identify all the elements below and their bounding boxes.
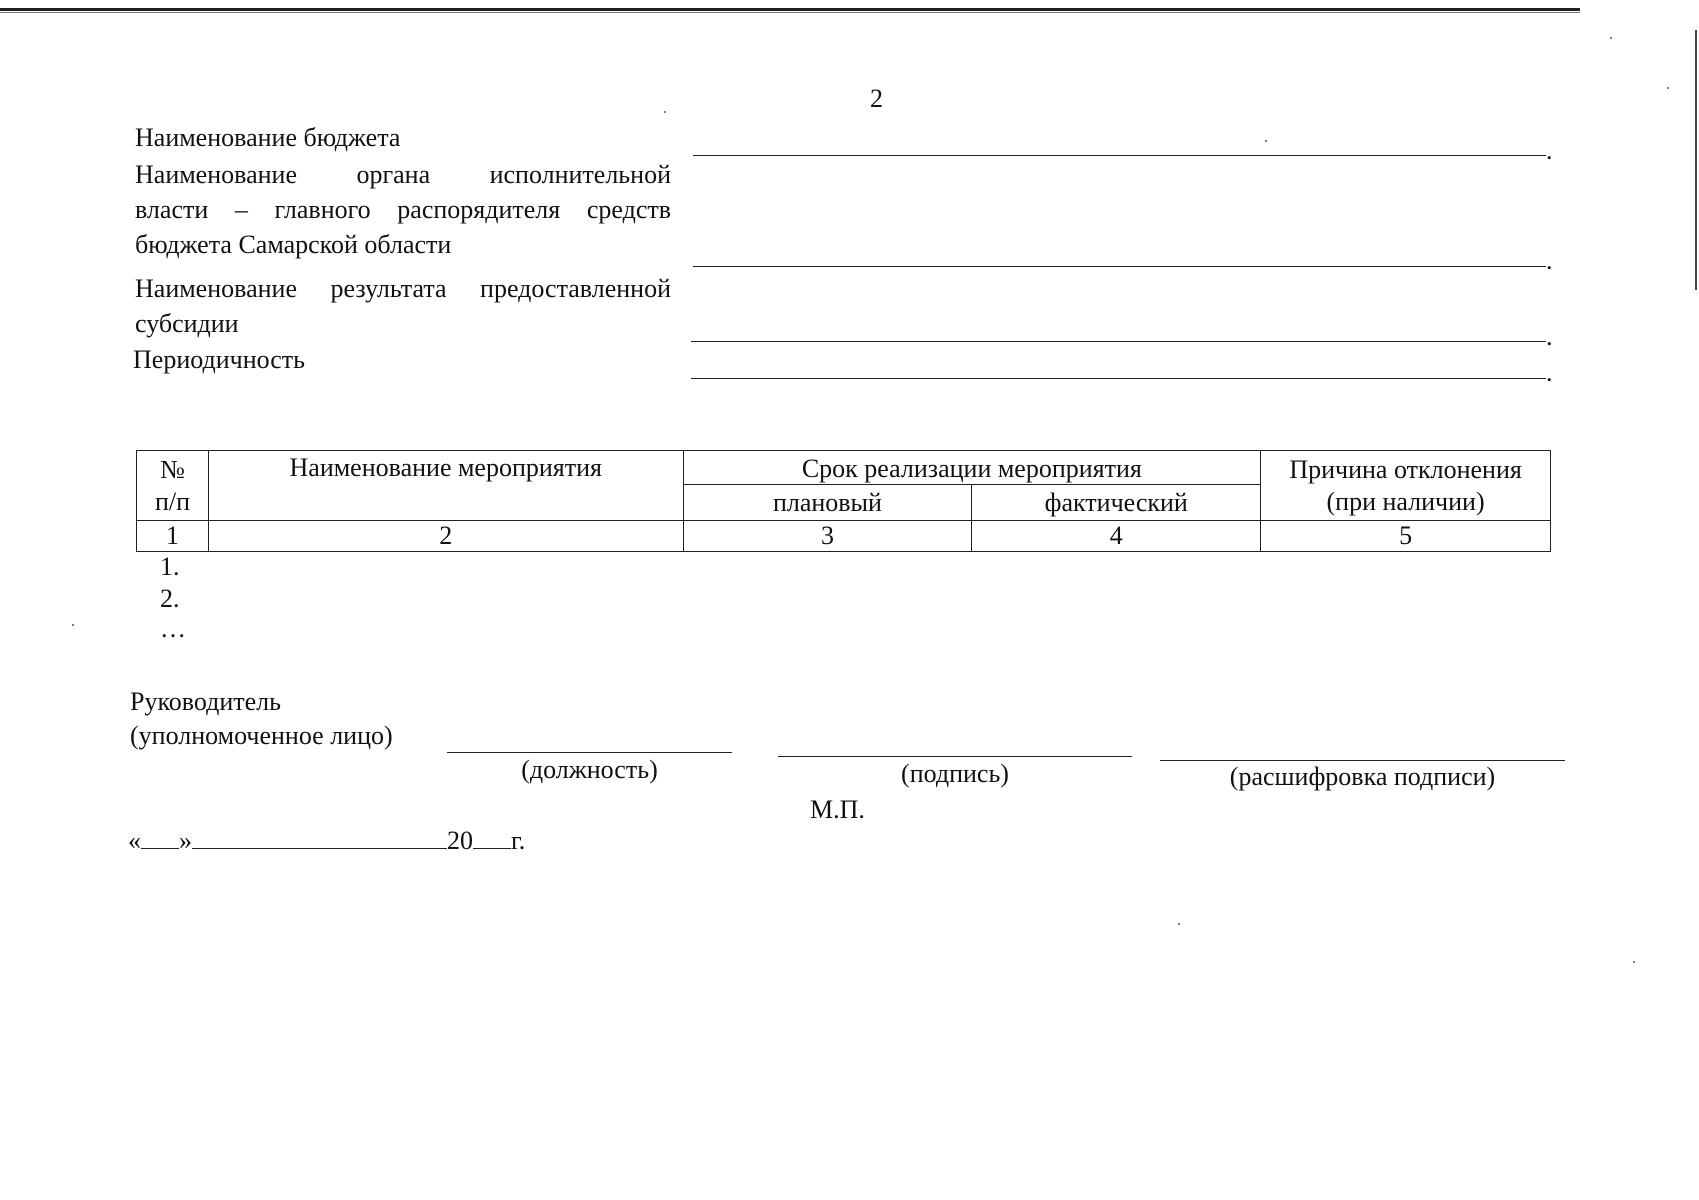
events-table xyxy=(136,450,1551,552)
line-end-dot: . xyxy=(1546,246,1553,275)
scan-top-border xyxy=(0,8,1580,11)
scan-right-edge xyxy=(1695,30,1697,290)
date-year-suffix: г. xyxy=(511,826,526,855)
budget-name-label: Наименование бюджета xyxy=(135,123,401,152)
decoding-sign-line[interactable] xyxy=(1160,760,1565,761)
scan-speck xyxy=(1610,37,1612,39)
budget-name-fill-line[interactable] xyxy=(693,155,1546,156)
page-number: 2 xyxy=(870,84,883,113)
authority-label-line-1: Наименование органа исполнительной xyxy=(135,160,671,189)
authority-fill-line[interactable] xyxy=(693,266,1546,267)
scan-speck xyxy=(72,624,74,626)
line-end-dot: . xyxy=(1546,322,1553,351)
date-close-quote: » xyxy=(179,826,192,855)
date-line xyxy=(128,824,525,858)
position-caption: (должность) xyxy=(521,755,658,784)
line-end-dot: . xyxy=(1546,136,1553,165)
table-index-row xyxy=(137,521,1551,552)
col-header-event-name: Наименование мероприятия xyxy=(208,451,683,521)
date-year-field[interactable] xyxy=(473,826,511,849)
subsidy-result-label-line-1: Наименование результата предоставленной xyxy=(135,274,671,303)
date-day-field[interactable] xyxy=(141,826,179,849)
scan-speck xyxy=(1178,923,1180,925)
col-header-term: Срок реализации мероприятия xyxy=(683,451,1261,485)
col-header-planned: плановый xyxy=(683,485,972,521)
scan-top-border-shadow xyxy=(0,12,1580,13)
index-cell: 3 xyxy=(683,521,972,552)
position-sign-line[interactable] xyxy=(447,752,732,753)
scan-speck xyxy=(1265,140,1267,142)
subsidy-result-label-line-2: субсидии xyxy=(135,309,239,338)
signature-caption: (подпись) xyxy=(901,759,1009,788)
head-label: Руководитель xyxy=(130,687,281,716)
scan-speck xyxy=(1633,961,1635,963)
date-month-field[interactable] xyxy=(192,826,447,849)
scan-speck xyxy=(664,111,666,113)
row-number: 1. xyxy=(160,552,180,581)
decoding-caption: (расшифровка подписи) xyxy=(1229,762,1496,791)
signature-sign-line[interactable] xyxy=(778,756,1132,757)
authorized-person-label: (уполномоченное лицо) xyxy=(130,721,393,750)
authority-label-line-2: власти – главного распорядителя средств xyxy=(135,195,671,224)
col-header-number: № п/п xyxy=(137,451,209,521)
subsidy-result-label xyxy=(135,271,671,341)
col-header-actual: фактический xyxy=(972,485,1261,521)
col-header-reason: Причина отклонения (при наличии) xyxy=(1261,451,1551,521)
periodicity-fill-line[interactable] xyxy=(691,378,1546,379)
index-cell: 4 xyxy=(972,521,1261,552)
date-open-quote: « xyxy=(128,826,141,855)
subsidy-result-fill-line[interactable] xyxy=(691,341,1546,342)
date-year-prefix: 20 xyxy=(447,826,473,855)
line-end-dot: . xyxy=(1546,358,1553,387)
periodicity-label: Периодичность xyxy=(133,345,306,374)
index-cell: 5 xyxy=(1261,521,1551,552)
authority-label-line-3: бюджета Самарской области xyxy=(135,230,452,259)
scan-speck xyxy=(1667,87,1669,89)
index-cell: 2 xyxy=(208,521,683,552)
stamp-place-label: М.П. xyxy=(810,795,865,824)
index-cell: 1 xyxy=(137,521,209,552)
authority-label xyxy=(135,157,671,262)
row-number: 2. xyxy=(160,584,180,613)
row-ellipsis: … xyxy=(160,614,186,643)
